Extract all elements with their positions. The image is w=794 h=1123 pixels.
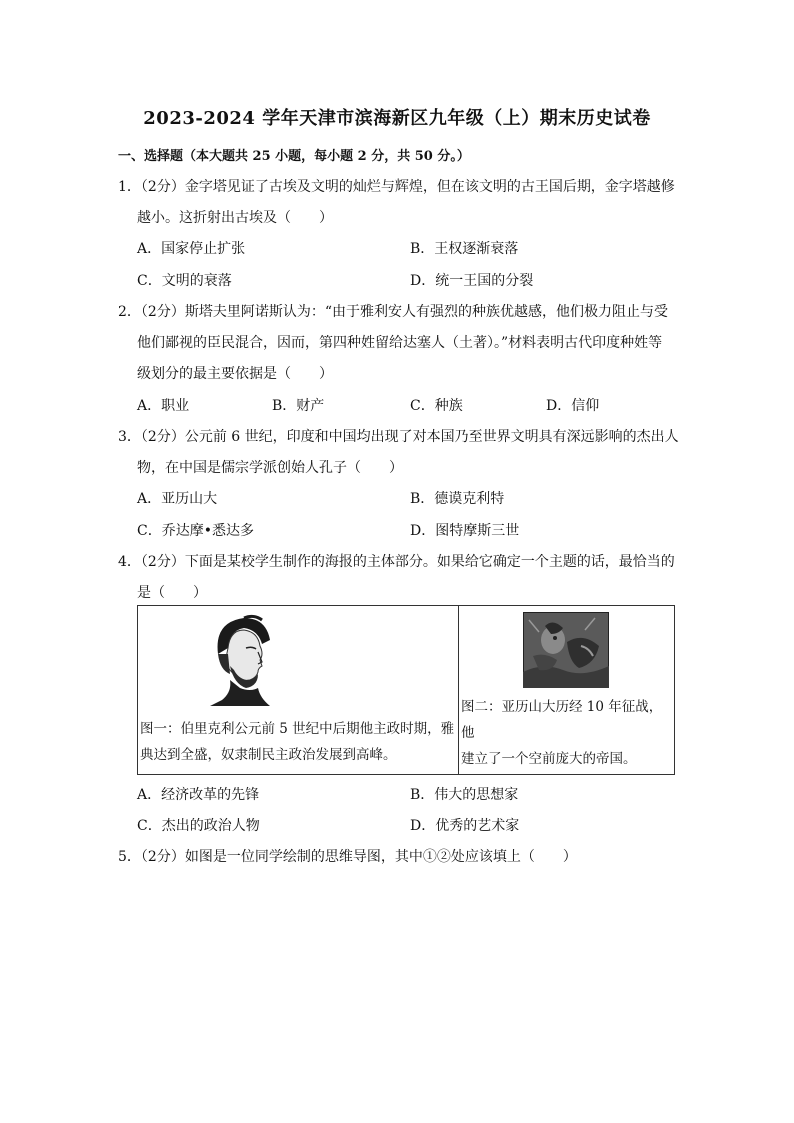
section-heading: 一、选择题（本大题共 25 小题，每小题 2 分，共 50 分。） [118,149,470,164]
exam-title: 2023-2024 学年天津市滨海新区九年级（上）期末历史试卷 [143,108,651,129]
q2-option-b: B．财产 [272,398,325,414]
q4-option-a: A．经济改革的先锋 [137,787,260,803]
q2-stem-line2: 他们鄙视的臣民混合，因而，第四种姓留给达塞人（土著）。”材料表明古代印度种姓等 [137,335,663,351]
q5-stem-line1: 5．（2分）如图是一位同学绘制的思维导图，其中①②处应该填上（ ） [118,849,577,865]
pericles-portrait [200,614,280,706]
q2-option-c: C．种族 [410,398,463,414]
q1-option-a: A．国家停止扩张 [137,241,246,257]
q4-option-d: D．优秀的艺术家 [410,818,520,834]
q1-option-b: B．王权逐渐衰落 [410,241,519,257]
fig1-caption-line2: 典达到全盛，奴隶制民主政治发展到高峰。 [140,747,397,763]
fig1-caption-line1: 图一：伯里克利公元前 5 世纪中后期他主政时期，雅 [140,721,455,737]
q3-option-c: C．乔达摩•悉达多 [137,523,254,539]
q4-stem-line2: 是（ ） [137,585,207,601]
q4-option-b: B．伟大的思想家 [410,787,519,803]
q1-stem-line2: 越小。这折射出古埃及（ ） [137,210,333,226]
q3-option-a: A．亚历山大 [137,491,218,507]
alexander-mosaic-image [523,612,609,688]
q1-option-c: C．文明的衰落 [137,273,232,289]
q2-stem-line3: 级划分的最主要依据是（ ） [137,366,333,382]
q3-option-b: B．德谟克利特 [410,491,505,507]
poster-cell-1 [138,606,459,775]
fig2-caption-line1: 图二：亚历山大历经 10 年征战，他 [461,699,663,741]
q2-stem-line1: 2．（2分）斯塔夫里阿诺斯认为：“由于雅利安人有强烈的种族优越感，他们极力阻止与受 [118,304,668,320]
poster-table [137,605,675,775]
poster-cell-2 [459,606,675,775]
q1-stem-line1: 1．（2分）金字塔见证了古埃及文明的灿烂与辉煌，但在该文明的古王国后期，金字塔越修 [118,179,675,195]
q3-option-d: D．图特摩斯三世 [410,523,520,539]
q4-option-c: C．杰出的政治人物 [137,818,260,834]
q4-stem-line1: 4．（2分）下面是某校学生制作的海报的主体部分。如果给它确定一个主题的话，最恰当的 [118,554,675,570]
fig2-caption-line2: 建立了一个空前庞大的帝国。 [461,751,637,767]
q2-option-d: D．信仰 [546,398,600,414]
q3-stem-line1: 3．（2分）公元前 6 世纪，印度和中国均出现了对本国乃至世界文明具有深远影响的杰出人 [118,429,679,445]
q1-option-d: D．统一王国的分裂 [410,273,534,289]
q2-option-a: A．职业 [137,398,190,414]
q3-stem-line2: 物，在中国是儒宗学派创始人孔子（ ） [137,460,403,476]
